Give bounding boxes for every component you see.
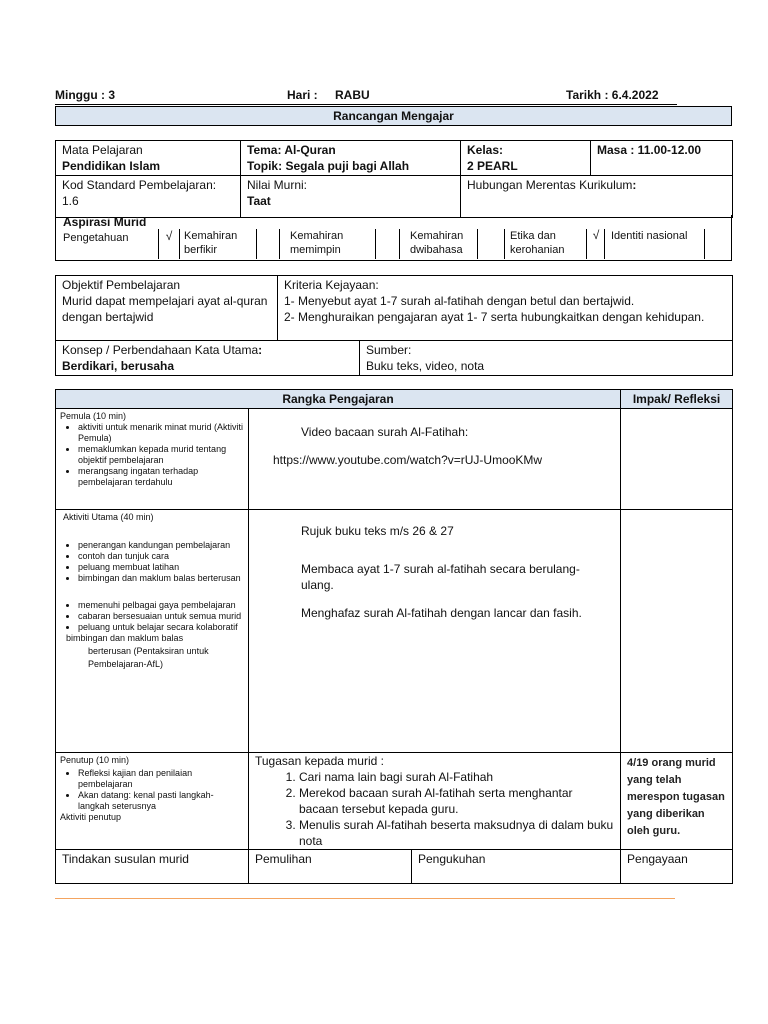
header-underline [55, 104, 677, 105]
closing-left-cell [56, 753, 249, 850]
time-cell [591, 141, 733, 176]
list-item: • memenuhi pelbagai gaya pembelajaran [78, 600, 244, 611]
objective-cell [56, 276, 278, 341]
objective-label: Objektif Pembelajaran [62, 278, 181, 292]
concept-label: Konsep / Perbendahaan Kata Utama [62, 343, 259, 357]
closing-title: Penutup (10 min) [60, 755, 130, 765]
main-title: Aktiviti Utama (40 min) [63, 512, 154, 522]
main-list-a [60, 540, 244, 584]
intro-left-cell [56, 409, 249, 510]
source-value: Buku teks, video, nota [366, 359, 485, 373]
list-item: • contoh dan tunjuk cara [78, 551, 244, 562]
main-content-1: Rujuk buku teks m/s 26 & 27 [301, 524, 454, 538]
crosscurriculum-colon: : [632, 178, 637, 192]
concept-colon: : [258, 343, 263, 357]
list-item: • merangsang ingatan terhadap pembelajaran terdahulu [78, 466, 244, 488]
class-value: 2 PEARL [467, 159, 518, 173]
crosscurriculum-cell [461, 176, 733, 218]
assignment-label: Tugasan kepada murid : [255, 754, 384, 768]
main-content-2: Membaca ayat 1-7 surah al-fatihah secara berulang-ulang. [301, 562, 580, 592]
standard-cell [56, 176, 241, 218]
intro-list [60, 422, 244, 488]
day-label: Hari : [287, 88, 318, 102]
impact-text: 4/19 orang murid yang telah merespon tugasan yang diberikan oleh guru. [627, 757, 725, 837]
list-item: • peluang untuk belajar secara kolaboratif [78, 622, 244, 633]
main-list-b [60, 600, 244, 633]
reinforcement-cell: Pengukuhan [412, 850, 621, 884]
info-table [55, 140, 733, 218]
closing-impact-cell [621, 753, 733, 850]
intro-impact-cell [621, 409, 733, 510]
theme-cell [241, 141, 461, 176]
list-item: • Akan datang: kenal pasti langkah-langkah seterusnya [78, 790, 244, 812]
values-cell [241, 176, 461, 218]
aspiration-5-check: √ [592, 228, 600, 242]
source-cell [360, 341, 733, 376]
aspiration-2-label: Kemahiran berfikir [184, 230, 238, 256]
standard-label: Kod Standard Pembelajaran: [62, 178, 217, 192]
main-extra-3: Pembelajaran-AfL) [88, 659, 164, 669]
list-item: • cabaran bersesuaian untuk semua murid [78, 611, 244, 622]
intro-content-1: Video bacaan surah Al-Fatihah: [301, 425, 469, 439]
aspiration-block [55, 215, 732, 261]
aspiration-row [56, 229, 731, 259]
frame-header: Rangka Pengajaran [56, 390, 621, 409]
subject-value: Pendidikan Islam [62, 159, 161, 173]
aspiration-3-label: Kemahiran memimpin [290, 230, 344, 256]
values-label: Nilai Murni: [247, 178, 308, 192]
list-item: • penerangan kandungan pembelajaran [78, 540, 244, 551]
week-label: Minggu : 3 [55, 88, 115, 102]
concept-cell [56, 341, 360, 376]
values-value: Taat [247, 194, 271, 208]
criteria-cell [278, 276, 733, 341]
page-title: Rancangan Mengajar [56, 107, 732, 126]
main-extra-1: bimbingan dan maklum balas [66, 633, 184, 643]
concept-value: Berdikari, berusaha [62, 359, 175, 373]
aspiration-4-label: Kemahiran dwibahasa [410, 230, 464, 256]
intro-content-cell [249, 409, 621, 510]
criteria-label: Kriteria Kejayaan: [284, 278, 379, 292]
main-left-cell [56, 510, 249, 753]
criteria-1: 1- Menyebut ayat 1-7 surah al-fatihah dengan betul dan bertajwid. [284, 294, 635, 308]
main-extra-2: berterusan (Pentaksiran untuk [88, 646, 209, 656]
remedial-cell: Pemulihan [249, 850, 412, 884]
main-content-cell [249, 510, 621, 753]
class-cell [461, 141, 591, 176]
title-table [55, 106, 732, 126]
list-item: • Refleksi kajian dan penilaian pembelajaran [78, 768, 244, 790]
criteria-2: 2- Menghuraikan pengajaran ayat 1- 7 serta hubungkaitkan dengan kehidupan. [284, 310, 705, 324]
list-item: • peluang membuat latihan [78, 562, 244, 573]
subject-cell [56, 141, 241, 176]
enrichment-cell: Pengayaan [621, 850, 733, 884]
list-item: • bimbingan dan maklum balas berterusan [78, 573, 244, 584]
list-item: • aktiviti untuk menarik minat murid (Aktiviti Pemula) [78, 422, 244, 444]
intro-title: Pemula (10 min) [60, 411, 127, 421]
theme-text: Tema: Al-Quran [247, 143, 336, 157]
impact-header: Impak/ Refleksi [621, 390, 733, 409]
day-value: RABU [335, 88, 370, 102]
aspiration-1-label: Pengetahuan [63, 232, 129, 244]
list-item: • memaklumkan kepada murid tentang objektif pembelajaran [78, 444, 244, 466]
time-text: Masa : 11.00-12.00 [597, 143, 702, 157]
subject-label: Mata Pelajaran [62, 143, 143, 157]
list-item: 3. Menulis surah Al-fatihah beserta maksudnya di dalam buku nota [299, 817, 614, 849]
standard-value: 1.6 [62, 194, 79, 208]
objectives-table [55, 275, 733, 376]
aspiration-1-check: √ [165, 229, 173, 243]
assignment-list [255, 769, 614, 849]
closing-extra: Aktiviti penutup [60, 812, 122, 822]
intro-video-link[interactable]: https://www.youtube.com/watch?v=rUJ-UmooKMw [273, 453, 543, 467]
source-label: Sumber: [366, 343, 412, 357]
aspiration-6-label: Identiti nasional [611, 230, 688, 242]
class-label: Kelas: [467, 143, 504, 157]
list-item: 2. Merekod bacaan surah Al-fatihah serta menghantar bacaan tersebut kepada guru. [299, 785, 614, 817]
list-item: 1. Cari nama lain bagi surah Al-Fatihah [299, 769, 614, 785]
aspiration-title: Aspirasi Murid [63, 215, 147, 229]
lesson-frame-table [55, 389, 733, 884]
main-impact-cell [621, 510, 733, 753]
main-content-3: Menghafaz surah Al-fatihah dengan lancar dan fasih. [301, 606, 582, 620]
closing-content-cell [249, 753, 621, 850]
footer-divider [55, 898, 675, 899]
aspiration-5-label: Etika dan kerohanian [510, 230, 565, 256]
closing-list [60, 768, 244, 812]
objective-text: Murid dapat mempelajari ayat al-quran dengan bertajwid [62, 294, 268, 324]
topic-text: Topik: Segala puji bagi Allah [247, 159, 410, 173]
followup-cell: Tindakan susulan murid [56, 850, 249, 884]
crosscurriculum-label: Hubungan Merentas Kurikulum [467, 178, 633, 192]
date-label: Tarikh : 6.4.2022 [566, 88, 659, 102]
